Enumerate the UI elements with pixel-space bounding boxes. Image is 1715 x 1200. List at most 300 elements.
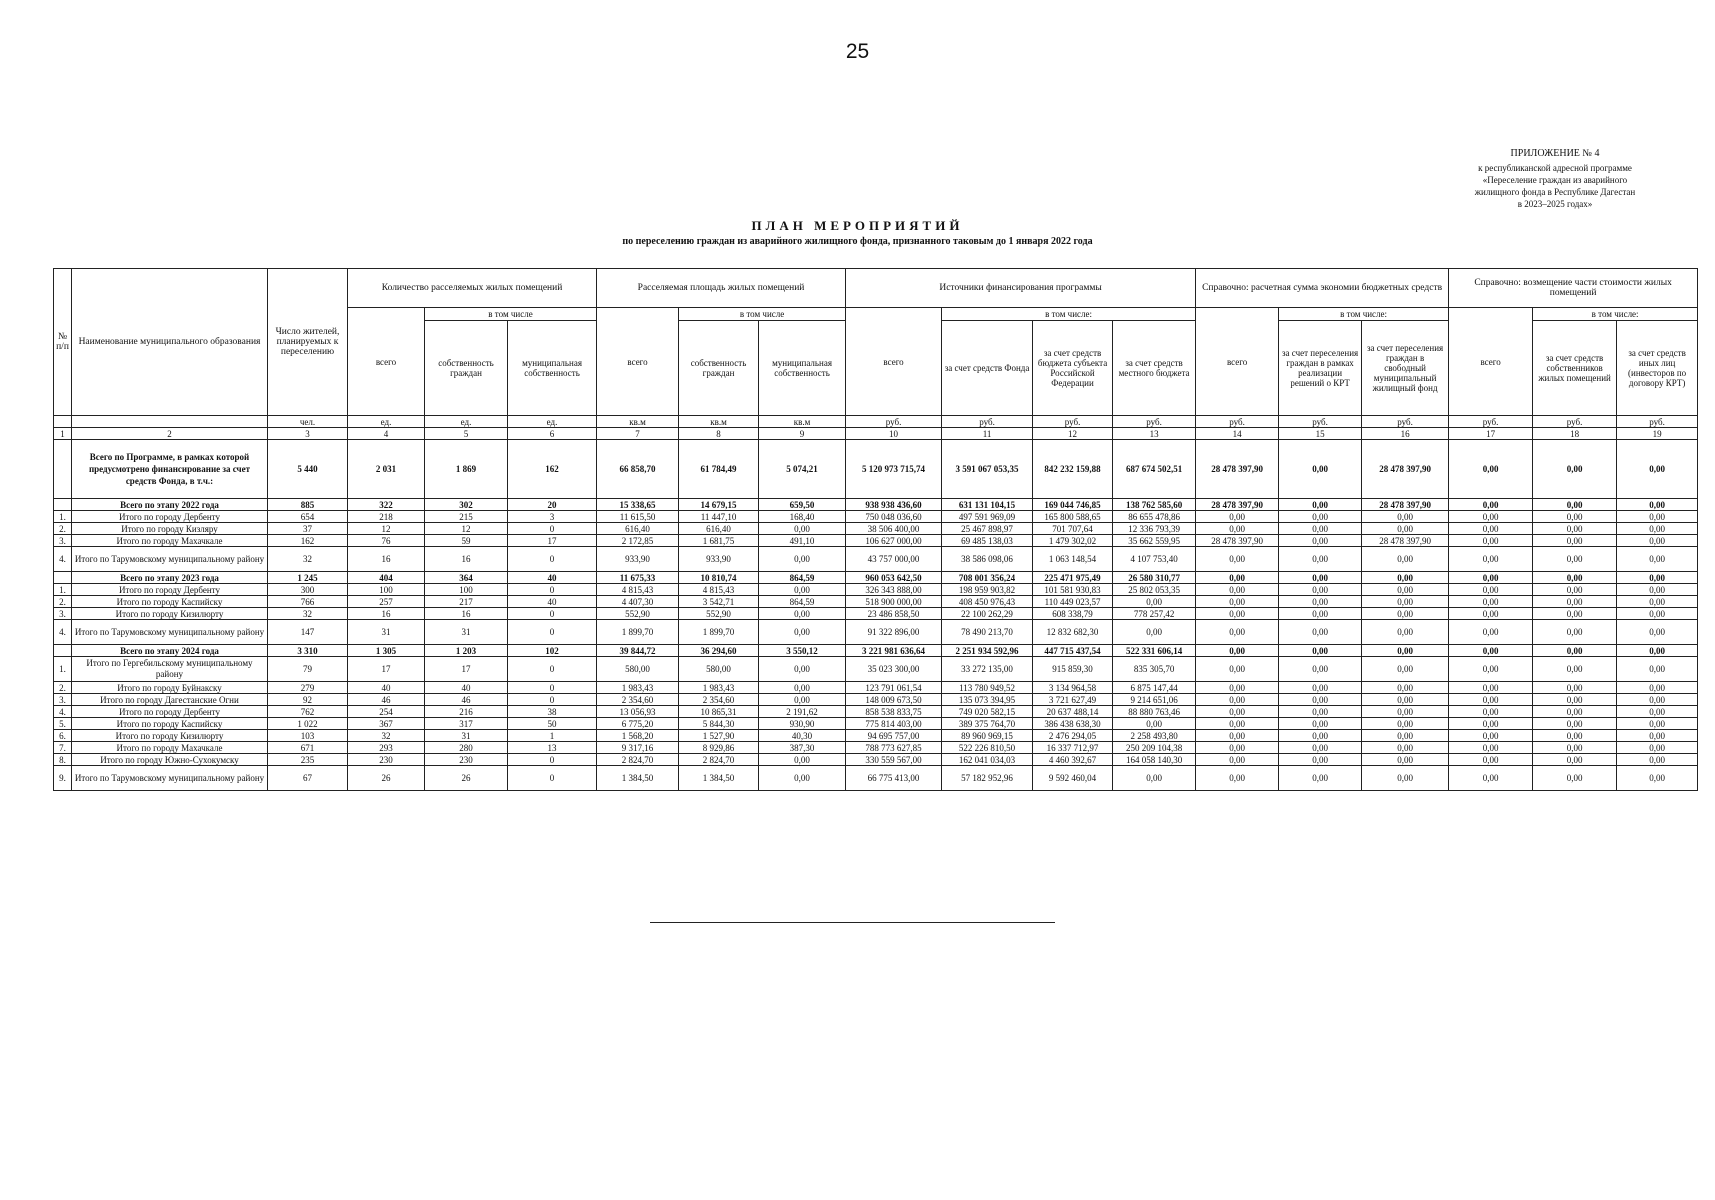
cell-value: 215 <box>425 511 508 523</box>
cell-value: 26 580 310,77 <box>1113 572 1196 584</box>
row-num: 1. <box>54 584 72 596</box>
cell-value: 367 <box>348 718 425 730</box>
cell-value: 67 <box>268 766 348 791</box>
column-number: 11 <box>942 428 1033 440</box>
row-name: Итого по городу Кизилюрту <box>72 608 268 620</box>
header-residents: Число жителей, планируемых к переселению <box>268 269 348 416</box>
cell-value: 12 832 682,30 <box>1033 620 1113 645</box>
cell-value: 0,00 <box>1279 730 1362 742</box>
cell-value: 0,00 <box>759 584 846 596</box>
stage-total-row <box>54 645 1698 657</box>
cell-value: 0,00 <box>1449 620 1533 645</box>
cell-value: 14 679,15 <box>679 499 759 511</box>
header-rooms-municipal: муниципальная собственность <box>508 321 597 416</box>
cell-value: 0,00 <box>1362 572 1449 584</box>
unit-cell: руб. <box>1279 416 1362 428</box>
column-number: 14 <box>1196 428 1279 440</box>
cell-value: 279 <box>268 682 348 694</box>
cell-value: 22 100 262,29 <box>942 608 1033 620</box>
cell-value: 1 245 <box>268 572 348 584</box>
cell-value: 0,00 <box>1113 718 1196 730</box>
cell-value: 32 <box>348 730 425 742</box>
cell-value: 0,00 <box>1617 440 1698 499</box>
cell-value: 113 780 949,52 <box>942 682 1033 694</box>
plan-table <box>53 268 1698 791</box>
cell-value: 0,00 <box>1449 547 1533 572</box>
cell-value: 835 305,70 <box>1113 657 1196 682</box>
row-name: Итого по городу Махачкале <box>72 742 268 754</box>
cell-value: 5 844,30 <box>679 718 759 730</box>
cell-value: 28 478 397,90 <box>1362 440 1449 499</box>
cell-value: 0,00 <box>759 620 846 645</box>
cell-value: 0,00 <box>1533 766 1617 791</box>
row-name: Всего по Программе, в рамках которой предусмотрено финансирование за счет средств Фонда, в т.ч.: <box>72 440 268 499</box>
row-num: 1. <box>54 657 72 682</box>
cell-value: 930,90 <box>759 718 846 730</box>
column-number: 6 <box>508 428 597 440</box>
cell-value: 0,00 <box>1279 499 1362 511</box>
cell-value: 0,00 <box>1617 499 1698 511</box>
cell-value: 89 960 969,15 <box>942 730 1033 742</box>
cell-value: 659,50 <box>759 499 846 511</box>
cell-value: 0,00 <box>1196 608 1279 620</box>
cell-value: 0,00 <box>1533 596 1617 608</box>
unit-cell: ед. <box>348 416 425 428</box>
cell-value: 11 615,50 <box>597 511 679 523</box>
cell-value: 0,00 <box>1362 706 1449 718</box>
cell-value: 257 <box>348 596 425 608</box>
cell-value: 0,00 <box>1113 620 1196 645</box>
appendix-line: к республиканской адресной программе <box>1478 163 1632 173</box>
cell-value: 76 <box>348 535 425 547</box>
cell-value: 404 <box>348 572 425 584</box>
cell-value: 0,00 <box>1449 682 1533 694</box>
cell-value: 0,00 <box>1196 572 1279 584</box>
unit-cell: руб. <box>1449 416 1533 428</box>
cell-value: 1 479 302,02 <box>1033 535 1113 547</box>
cell-value: 0,00 <box>1196 718 1279 730</box>
column-number: 7 <box>597 428 679 440</box>
header-area-citizens: собственность граждан <box>679 321 759 416</box>
cell-value: 687 674 502,51 <box>1113 440 1196 499</box>
cell-value: 0,00 <box>1617 754 1698 766</box>
row-num: 1. <box>54 511 72 523</box>
unit-cell: кв.м <box>679 416 759 428</box>
cell-value: 0,00 <box>1196 694 1279 706</box>
cell-value: 0,00 <box>1279 620 1362 645</box>
row-num <box>54 440 72 499</box>
stage-total-row <box>54 499 1698 511</box>
header-including: в том числе: <box>1533 308 1698 321</box>
row-name: Итого по Гергебильскому муниципальному району <box>72 657 268 682</box>
table-row <box>54 657 1698 682</box>
table-row <box>54 608 1698 620</box>
header-local-budget: за счет средств местного бюджета <box>1113 321 1196 416</box>
column-number: 4 <box>348 428 425 440</box>
cell-value: 92 <box>268 694 348 706</box>
cell-value: 17 <box>425 657 508 682</box>
cell-value: 168,40 <box>759 511 846 523</box>
table-row <box>54 766 1698 791</box>
unit-cell: руб. <box>1617 416 1698 428</box>
cell-value: 0,00 <box>759 766 846 791</box>
cell-value: 0,00 <box>1362 511 1449 523</box>
cell-value: 230 <box>425 754 508 766</box>
cell-value: 26 <box>425 766 508 791</box>
unit-cell: ед. <box>425 416 508 428</box>
cell-value: 0,00 <box>759 682 846 694</box>
cell-value: 28 478 397,90 <box>1196 499 1279 511</box>
cell-value: 0,00 <box>1533 572 1617 584</box>
row-name: Итого по городу Каспийску <box>72 718 268 730</box>
cell-value: 3 134 964,58 <box>1033 682 1113 694</box>
cell-value: 0,00 <box>1113 766 1196 791</box>
header-resettle-krt: за счет переселения граждан в рамках реализации решений о КРТ <box>1279 321 1362 416</box>
column-number: 9 <box>759 428 846 440</box>
cell-value: 522 331 606,14 <box>1113 645 1196 657</box>
cell-value: 0,00 <box>1196 645 1279 657</box>
cell-value: 86 655 478,86 <box>1113 511 1196 523</box>
table-row <box>54 547 1698 572</box>
header-area-total: всего <box>597 308 679 416</box>
cell-value: 198 959 903,82 <box>942 584 1033 596</box>
cell-value: 0,00 <box>1533 499 1617 511</box>
cell-value: 16 <box>348 608 425 620</box>
cell-value: 16 <box>348 547 425 572</box>
table-row <box>54 620 1698 645</box>
unit-cell: руб. <box>846 416 942 428</box>
cell-value: 0,00 <box>1362 754 1449 766</box>
cell-value: 0,00 <box>1279 754 1362 766</box>
cell-value: 915 859,30 <box>1033 657 1113 682</box>
table-row <box>54 682 1698 694</box>
cell-value: 16 <box>425 608 508 620</box>
row-num: 2. <box>54 523 72 535</box>
unit-cell <box>72 416 268 428</box>
cell-value: 103 <box>268 730 348 742</box>
row-num: 3. <box>54 535 72 547</box>
cell-value: 31 <box>425 730 508 742</box>
cell-value: 0,00 <box>1279 523 1362 535</box>
cell-value: 25 467 898,97 <box>942 523 1033 535</box>
cell-value: 1 869 <box>425 440 508 499</box>
cell-value: 100 <box>348 584 425 596</box>
column-number: 10 <box>846 428 942 440</box>
table-row <box>54 694 1698 706</box>
cell-value: 0,00 <box>1449 766 1533 791</box>
cell-value: 750 048 036,60 <box>846 511 942 523</box>
cell-value: 386 438 638,30 <box>1033 718 1113 730</box>
column-number: 18 <box>1533 428 1617 440</box>
column-number: 19 <box>1617 428 1698 440</box>
cell-value: 148 009 673,50 <box>846 694 942 706</box>
cell-value: 5 120 973 715,74 <box>846 440 942 499</box>
cell-value: 46 <box>425 694 508 706</box>
header-name: Наименование муниципального образования <box>72 269 268 416</box>
cell-value: 0,00 <box>1533 645 1617 657</box>
row-name: Всего по этапу 2022 года <box>72 499 268 511</box>
cell-value: 885 <box>268 499 348 511</box>
cell-value: 11 447,10 <box>679 511 759 523</box>
cell-value: 0,00 <box>1533 742 1617 754</box>
cell-value: 300 <box>268 584 348 596</box>
cell-value: 17 <box>508 535 597 547</box>
cell-value: 387,30 <box>759 742 846 754</box>
row-name: Итого по городу Буйнакску <box>72 682 268 694</box>
cell-value: 0,00 <box>1449 645 1533 657</box>
cell-value: 0,00 <box>1617 620 1698 645</box>
cell-value: 0,00 <box>1449 694 1533 706</box>
cell-value: 230 <box>348 754 425 766</box>
unit-cell: кв.м <box>759 416 846 428</box>
cell-value: 497 591 969,09 <box>942 511 1033 523</box>
cell-value: 0,00 <box>1617 535 1698 547</box>
cell-value: 0,00 <box>1617 657 1698 682</box>
header-savings-group: Справочно: расчетная сумма экономии бюджетных средств <box>1196 269 1449 308</box>
column-number: 17 <box>1449 428 1533 440</box>
cell-value: 3 591 067 053,35 <box>942 440 1033 499</box>
cell-value: 864,59 <box>759 596 846 608</box>
cell-value: 0,00 <box>1617 584 1698 596</box>
unit-cell: ед. <box>508 416 597 428</box>
table-row <box>54 596 1698 608</box>
cell-value: 164 058 140,30 <box>1113 754 1196 766</box>
appendix-line: жилищного фонда в Республике Дагестан <box>1474 187 1636 197</box>
appendix-line: в 2023–2025 годах» <box>1517 199 1593 209</box>
cell-value: 8 929,86 <box>679 742 759 754</box>
cell-value: 0 <box>508 766 597 791</box>
cell-value: 580,00 <box>597 657 679 682</box>
cell-value: 0,00 <box>1449 608 1533 620</box>
cell-value: 0,00 <box>1362 523 1449 535</box>
cell-value: 0,00 <box>1362 742 1449 754</box>
unit-cell <box>54 416 72 428</box>
cell-value: 1 899,70 <box>679 620 759 645</box>
cell-value: 94 695 757,00 <box>846 730 942 742</box>
cell-value: 608 338,79 <box>1033 608 1113 620</box>
cell-value: 162 <box>268 535 348 547</box>
cell-value: 6 775,20 <box>597 718 679 730</box>
cell-value: 0,00 <box>1279 645 1362 657</box>
unit-cell: руб. <box>1533 416 1617 428</box>
cell-value: 0,00 <box>1196 754 1279 766</box>
cell-value: 389 375 764,70 <box>942 718 1033 730</box>
page-number: 25 <box>845 40 870 63</box>
cell-value: 25 802 053,35 <box>1113 584 1196 596</box>
cell-value: 59 <box>425 535 508 547</box>
cell-value: 522 226 810,50 <box>942 742 1033 754</box>
cell-value: 317 <box>425 718 508 730</box>
document-subtitle: по переселению граждан из аварийного жилищного фонда, признанного таковым до 1 января 2022 года <box>622 236 1093 247</box>
column-number: 5 <box>425 428 508 440</box>
cell-value: 631 131 104,15 <box>942 499 1033 511</box>
cell-value: 0,00 <box>1279 682 1362 694</box>
program-total-row <box>54 440 1698 499</box>
cell-value: 12 <box>348 523 425 535</box>
column-number: 8 <box>679 428 759 440</box>
cell-value: 35 023 300,00 <box>846 657 942 682</box>
table-row <box>54 730 1698 742</box>
header-rooms-total: всего <box>348 308 425 416</box>
cell-value: 4 815,43 <box>597 584 679 596</box>
unit-cell: руб. <box>942 416 1033 428</box>
header-rooms-group: Количество расселяемых жилых помещений <box>348 269 597 308</box>
appendix-block <box>1420 148 1690 210</box>
cell-value: 3 <box>508 511 597 523</box>
row-name: Итого по Тарумовскому муниципальному району <box>72 766 268 791</box>
cell-value: 23 486 858,50 <box>846 608 942 620</box>
cell-value: 9 214 651,06 <box>1113 694 1196 706</box>
cell-value: 0,00 <box>1449 718 1533 730</box>
cell-value: 0 <box>508 608 597 620</box>
row-num: 7. <box>54 742 72 754</box>
cell-value: 0,00 <box>1449 499 1533 511</box>
cell-value: 0,00 <box>1279 694 1362 706</box>
table-row <box>54 706 1698 718</box>
cell-value: 91 322 896,00 <box>846 620 942 645</box>
cell-value: 165 800 588,65 <box>1033 511 1113 523</box>
cell-value: 0,00 <box>1617 523 1698 535</box>
cell-value: 40 <box>348 682 425 694</box>
row-num: 8. <box>54 754 72 766</box>
cell-value: 138 762 585,60 <box>1113 499 1196 511</box>
cell-value: 12 336 793,39 <box>1113 523 1196 535</box>
cell-value: 0 <box>508 754 597 766</box>
cell-value: 0,00 <box>1449 572 1533 584</box>
row-name: Итого по городу Южно-Сухокумску <box>72 754 268 766</box>
row-name: Всего по этапу 2023 года <box>72 572 268 584</box>
cell-value: 708 001 356,24 <box>942 572 1033 584</box>
cell-value: 12 <box>425 523 508 535</box>
cell-value: 788 773 627,85 <box>846 742 942 754</box>
row-num <box>54 645 72 657</box>
cell-value: 162 <box>508 440 597 499</box>
unit-cell: руб. <box>1362 416 1449 428</box>
cell-value: 40 <box>508 596 597 608</box>
cell-value: 1 568,20 <box>597 730 679 742</box>
cell-value: 654 <box>268 511 348 523</box>
cell-value: 4 460 392,67 <box>1033 754 1113 766</box>
cell-value: 322 <box>348 499 425 511</box>
cell-value: 766 <box>268 596 348 608</box>
row-num: 9. <box>54 766 72 791</box>
cell-value: 0,00 <box>1196 730 1279 742</box>
cell-value: 330 559 567,00 <box>846 754 942 766</box>
cell-value: 0,00 <box>1617 718 1698 730</box>
cell-value: 0,00 <box>1279 718 1362 730</box>
table-row <box>54 535 1698 547</box>
cell-value: 0 <box>508 547 597 572</box>
cell-value: 2 191,62 <box>759 706 846 718</box>
cell-value: 3 721 627,49 <box>1033 694 1113 706</box>
cell-value: 20 <box>508 499 597 511</box>
cell-value: 0,00 <box>1196 742 1279 754</box>
cell-value: 10 810,74 <box>679 572 759 584</box>
cell-value: 0,00 <box>1362 730 1449 742</box>
cell-value: 518 900 000,00 <box>846 596 942 608</box>
cell-value: 0,00 <box>1617 766 1698 791</box>
cell-value: 35 662 559,95 <box>1113 535 1196 547</box>
cell-value: 78 490 213,70 <box>942 620 1033 645</box>
unit-cell: чел. <box>268 416 348 428</box>
cell-value: 0,00 <box>1362 694 1449 706</box>
cell-value: 1 384,50 <box>679 766 759 791</box>
cell-value: 280 <box>425 742 508 754</box>
cell-value: 225 471 975,49 <box>1033 572 1113 584</box>
cell-value: 0,00 <box>1533 754 1617 766</box>
cell-value: 16 <box>425 547 508 572</box>
cell-value: 364 <box>425 572 508 584</box>
header-savings-total: всего <box>1196 308 1279 416</box>
cell-value: 46 <box>348 694 425 706</box>
row-num: 4. <box>54 547 72 572</box>
header-area-municipal: муниципальная собственность <box>759 321 846 416</box>
cell-value: 106 627 000,00 <box>846 535 942 547</box>
cell-value: 408 450 976,43 <box>942 596 1033 608</box>
cell-value: 2 031 <box>348 440 425 499</box>
cell-value: 0,00 <box>1362 766 1449 791</box>
cell-value: 250 209 104,38 <box>1113 742 1196 754</box>
cell-value: 31 <box>348 620 425 645</box>
cell-value: 938 938 436,60 <box>846 499 942 511</box>
cell-value: 0,00 <box>1533 584 1617 596</box>
cell-value: 864,59 <box>759 572 846 584</box>
cell-value: 0,00 <box>759 754 846 766</box>
cell-value: 101 581 930,83 <box>1033 584 1113 596</box>
cell-value: 50 <box>508 718 597 730</box>
cell-value: 293 <box>348 742 425 754</box>
header-resettle-free: за счет переселения граждан в свободный муниципальный жилищный фонд <box>1362 321 1449 416</box>
cell-value: 0,00 <box>1362 657 1449 682</box>
cell-value: 701 707,64 <box>1033 523 1113 535</box>
cell-value: 933,90 <box>679 547 759 572</box>
cell-value: 0,00 <box>1617 572 1698 584</box>
cell-value: 15 338,65 <box>597 499 679 511</box>
cell-value: 3 542,71 <box>679 596 759 608</box>
cell-value: 79 <box>268 657 348 682</box>
cell-value: 3 221 981 636,64 <box>846 645 942 657</box>
cell-value: 1 <box>508 730 597 742</box>
cell-value: 0,00 <box>1196 584 1279 596</box>
cell-value: 552,90 <box>597 608 679 620</box>
cell-value: 0,00 <box>1196 766 1279 791</box>
cell-value: 38 586 098,06 <box>942 547 1033 572</box>
cell-value: 66 858,70 <box>597 440 679 499</box>
cell-value: 218 <box>348 511 425 523</box>
cell-value: 2 258 493,80 <box>1113 730 1196 742</box>
cell-value: 1 063 148,54 <box>1033 547 1113 572</box>
cell-value: 762 <box>268 706 348 718</box>
cell-value: 0,00 <box>1279 608 1362 620</box>
cell-value: 9 317,16 <box>597 742 679 754</box>
column-number: 13 <box>1113 428 1196 440</box>
cell-value: 0,00 <box>1196 523 1279 535</box>
cell-value: 39 844,72 <box>597 645 679 657</box>
row-name: Итого по городу Дербенту <box>72 511 268 523</box>
table-row <box>54 718 1698 730</box>
cell-value: 0,00 <box>1449 754 1533 766</box>
header-num: № п/п <box>54 269 72 416</box>
cell-value: 552,90 <box>679 608 759 620</box>
cell-value: 858 538 833,75 <box>846 706 942 718</box>
cell-value: 0,00 <box>1449 730 1533 742</box>
header-compensation-total: всего <box>1449 308 1533 416</box>
row-name: Итого по Тарумовскому муниципальному району <box>72 620 268 645</box>
cell-value: 2 824,70 <box>679 754 759 766</box>
header-rooms-citizens: собственность граждан <box>425 321 508 416</box>
cell-value: 4 107 753,40 <box>1113 547 1196 572</box>
cell-value: 0,00 <box>1279 535 1362 547</box>
